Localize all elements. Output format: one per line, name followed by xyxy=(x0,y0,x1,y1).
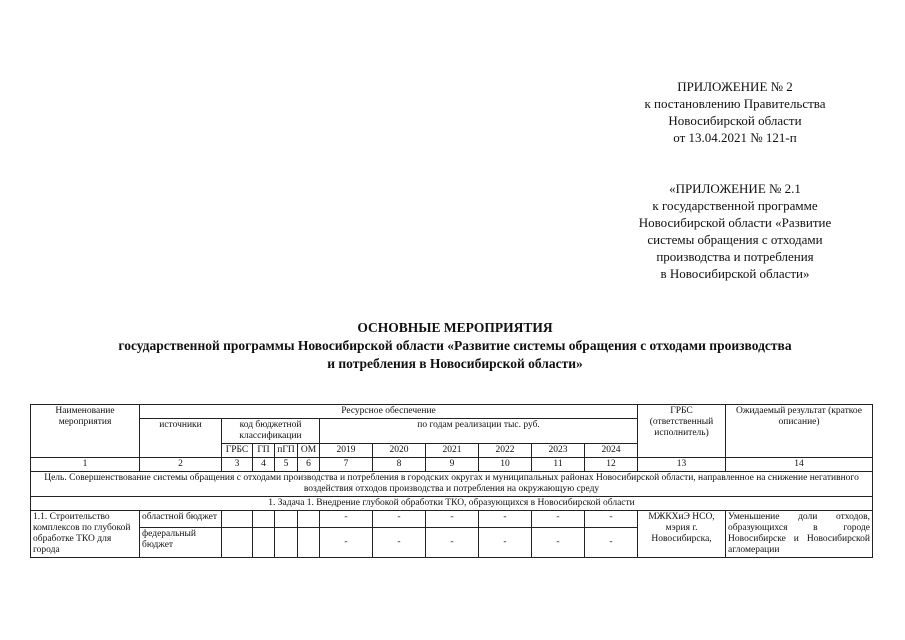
header-year: 2020 xyxy=(373,444,426,458)
executor-cell: МЖКХиЭ НСО, мэрия г. Новосибирска, xyxy=(638,511,726,558)
column-number: 7 xyxy=(320,458,373,472)
code-pgp-cell xyxy=(275,511,298,528)
value-cell: - xyxy=(320,511,373,528)
title-line-1: ОСНОВНЫЕ МЕРОПРИЯТИЯ xyxy=(357,320,553,335)
appendix-main-block xyxy=(600,78,870,146)
header-code: код бюджетной классификации xyxy=(222,419,320,444)
column-number: 11 xyxy=(532,458,585,472)
result-cell: Уменьшение доли отходов, образующихся в городе Новосибирске и Новосибирской агломерации xyxy=(726,511,873,558)
code-grbs-cell xyxy=(222,527,253,557)
appendix-sub-line: «ПРИЛОЖЕНИЕ № 2.1 xyxy=(669,181,801,196)
header-code-grbs: ГРБС xyxy=(222,444,253,458)
value-cell: - xyxy=(373,511,426,528)
value-cell: - xyxy=(426,527,479,557)
header-year: 2021 xyxy=(426,444,479,458)
header-code-gp: ГП xyxy=(253,444,275,458)
column-number: 1 xyxy=(31,458,140,472)
column-number: 2 xyxy=(140,458,222,472)
column-number: 8 xyxy=(373,458,426,472)
measure-name: 1.1. Строительство комплексов по глубокой обработке ТКО для города xyxy=(31,511,140,558)
task-row xyxy=(31,497,873,511)
measures-table xyxy=(30,404,873,558)
header-sources: источники xyxy=(140,419,222,458)
code-gp-cell xyxy=(253,527,275,557)
header-result: Ожидаемый результат (краткое описание) xyxy=(726,405,873,458)
value-cell: - xyxy=(585,527,638,557)
column-number-row xyxy=(31,458,873,472)
value-cell: - xyxy=(426,511,479,528)
column-number: 14 xyxy=(726,458,873,472)
header-year: 2024 xyxy=(585,444,638,458)
header-code-om: ОМ xyxy=(298,444,320,458)
appendix-sub-line: в Новосибирской области» xyxy=(660,266,810,281)
value-cell: - xyxy=(373,527,426,557)
column-number: 4 xyxy=(253,458,275,472)
goal-row xyxy=(31,472,873,497)
source-regional: областной бюджет xyxy=(140,511,222,528)
measure-row-1 xyxy=(31,511,873,528)
value-cell: - xyxy=(320,527,373,557)
appendix-sub-line: системы обращения с отходами xyxy=(647,232,823,247)
appendix-main-line: Новосибирской области xyxy=(668,113,802,128)
column-number: 12 xyxy=(585,458,638,472)
task-text: 1. Задача 1. Внедрение глубокой обработки ТКО, образующихся в Новосибирской области xyxy=(31,497,873,511)
code-pgp-cell xyxy=(275,527,298,557)
goal-text: Цель. Совершенствование системы обращения с отходами производства и потребления в городских округах и муниципальных районах Новосибирской области, направленное на снижение негативного воздействия отходов производства и потребления на окружающую среду xyxy=(31,472,873,497)
document-title xyxy=(40,319,870,373)
title-line-2: государственной программы Новосибирской области «Развитие системы обращения с отходами производства xyxy=(118,338,792,353)
code-grbs-cell xyxy=(222,511,253,528)
column-number: 13 xyxy=(638,458,726,472)
value-cell: - xyxy=(532,511,585,528)
header-year: 2023 xyxy=(532,444,585,458)
code-om-cell xyxy=(298,527,320,557)
column-number: 9 xyxy=(426,458,479,472)
appendix-sub-line: Новосибирской области «Развитие xyxy=(638,215,832,230)
appendix-main-line: от 13.04.2021 № 121-п xyxy=(673,130,797,145)
header-code-pgp: пГП xyxy=(275,444,298,458)
header-grbs: ГРБС (ответственный исполнитель) xyxy=(638,405,726,458)
column-number: 10 xyxy=(479,458,532,472)
header-name: Наименование мероприятия xyxy=(31,405,140,458)
value-cell: - xyxy=(532,527,585,557)
appendix-main-line: ПРИЛОЖЕНИЕ № 2 xyxy=(677,79,793,94)
header-year: 2019 xyxy=(320,444,373,458)
value-cell: - xyxy=(479,511,532,528)
code-om-cell xyxy=(298,511,320,528)
source-federal: федеральный бюджет xyxy=(140,527,222,557)
value-cell: - xyxy=(585,511,638,528)
appendix-sub-block xyxy=(598,180,872,282)
appendix-main-line: к постановлению Правительства xyxy=(644,96,826,111)
code-gp-cell xyxy=(253,511,275,528)
column-number: 3 xyxy=(222,458,253,472)
header-row-1 xyxy=(31,405,873,419)
appendix-sub-line: к государственной программе xyxy=(652,198,818,213)
column-number: 5 xyxy=(275,458,298,472)
header-resources: Ресурсное обеспечение xyxy=(140,405,638,419)
title-line-3: и потребления в Новосибирской области» xyxy=(327,356,583,371)
column-number: 6 xyxy=(298,458,320,472)
header-years-caption: по годам реализации тыс. руб. xyxy=(320,419,638,444)
header-year: 2022 xyxy=(479,444,532,458)
appendix-sub-line: производства и потребления xyxy=(656,249,814,264)
value-cell: - xyxy=(479,527,532,557)
